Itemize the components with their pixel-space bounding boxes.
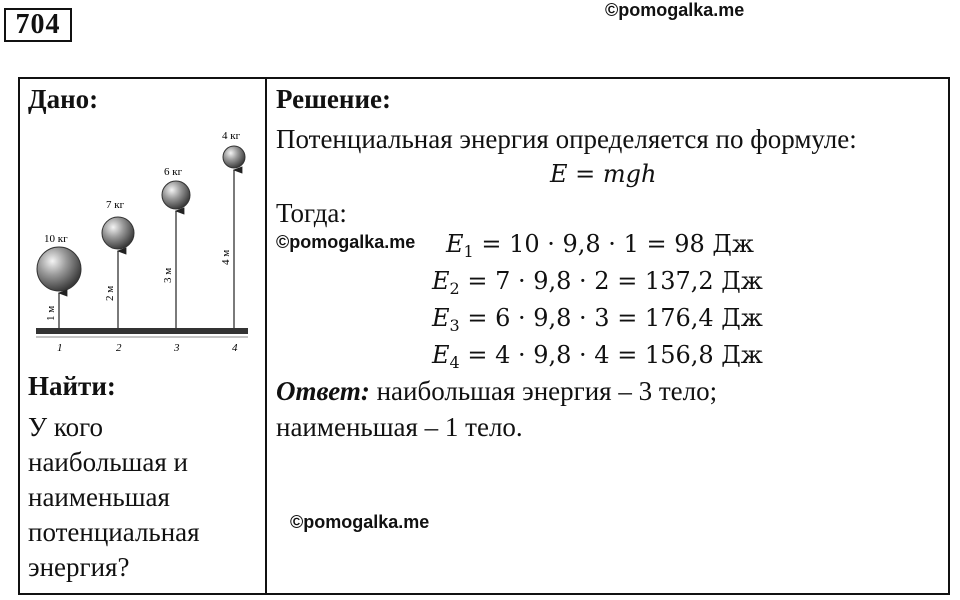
equation-4: $E_4 = 4 \cdot 9,8 \cdot 4 = 156,8$ Дж [432,341,763,372]
solution-then: Тогда: [276,198,347,228]
equation-2: $E_2 = 7 \cdot 9,8 \cdot 2 = 137,2$ Дж [432,267,763,298]
answer-label: Ответ: [276,376,370,406]
mass-label-3: 6 кг [164,166,183,178]
equation-1: $E_1 = 10 \cdot 9,8 \cdot 1 = 98$ Дж [446,230,754,261]
find-line: потенциальная [28,517,200,547]
ball-4kg [223,146,245,168]
find-text [28,410,200,585]
index-label-2: 2 [116,342,122,354]
find-line: У кого [28,412,104,442]
height-label-2: 2 м [104,285,116,301]
ground-surface [36,328,248,334]
watermark-top: ©pomogalka.me [605,0,745,20]
ball-10kg [37,247,81,291]
ball-7kg [102,217,134,249]
answer-line-1 [276,374,717,409]
solution-intro: Потенциальная энергия определяется по формуле: [276,124,857,154]
answer-line-2: наименьшая – 1 тело. [276,412,523,442]
find-line: энергия? [28,552,130,582]
find-line: наибольшая и [28,447,188,477]
height-label-4: 4 м [220,249,232,265]
ball-6kg [162,181,190,209]
height-label-3: 3 м [162,267,174,283]
mass-label-2: 7 кг [106,199,125,211]
column-divider [265,77,267,595]
main-formula: E = mgh [550,160,657,188]
index-label-3: 3 [174,342,180,354]
problem-number: 704 [4,8,72,42]
watermark-bottom: ©pomogalka.me [290,512,430,532]
mass-label-4: 4 кг [222,130,241,142]
find-heading: Найти: [28,371,116,401]
solution-heading: Решение: [276,84,391,114]
potential-energy-figure [30,125,252,360]
given-heading: Дано: [28,84,99,114]
index-label-4: 4 [232,342,238,354]
find-line: наименьшая [28,482,170,512]
watermark-middle: ©pomogalka.me [276,232,416,252]
answer-text-1: наибольшая энергия – 3 тело; [369,376,718,406]
index-label-1: 1 [57,342,63,354]
equation-3: $E_3 = 6 \cdot 9,8 \cdot 3 = 176,4$ Дж [432,304,763,335]
mass-label-1: 10 кг [44,233,68,245]
height-label-1: 1 м [45,305,57,321]
